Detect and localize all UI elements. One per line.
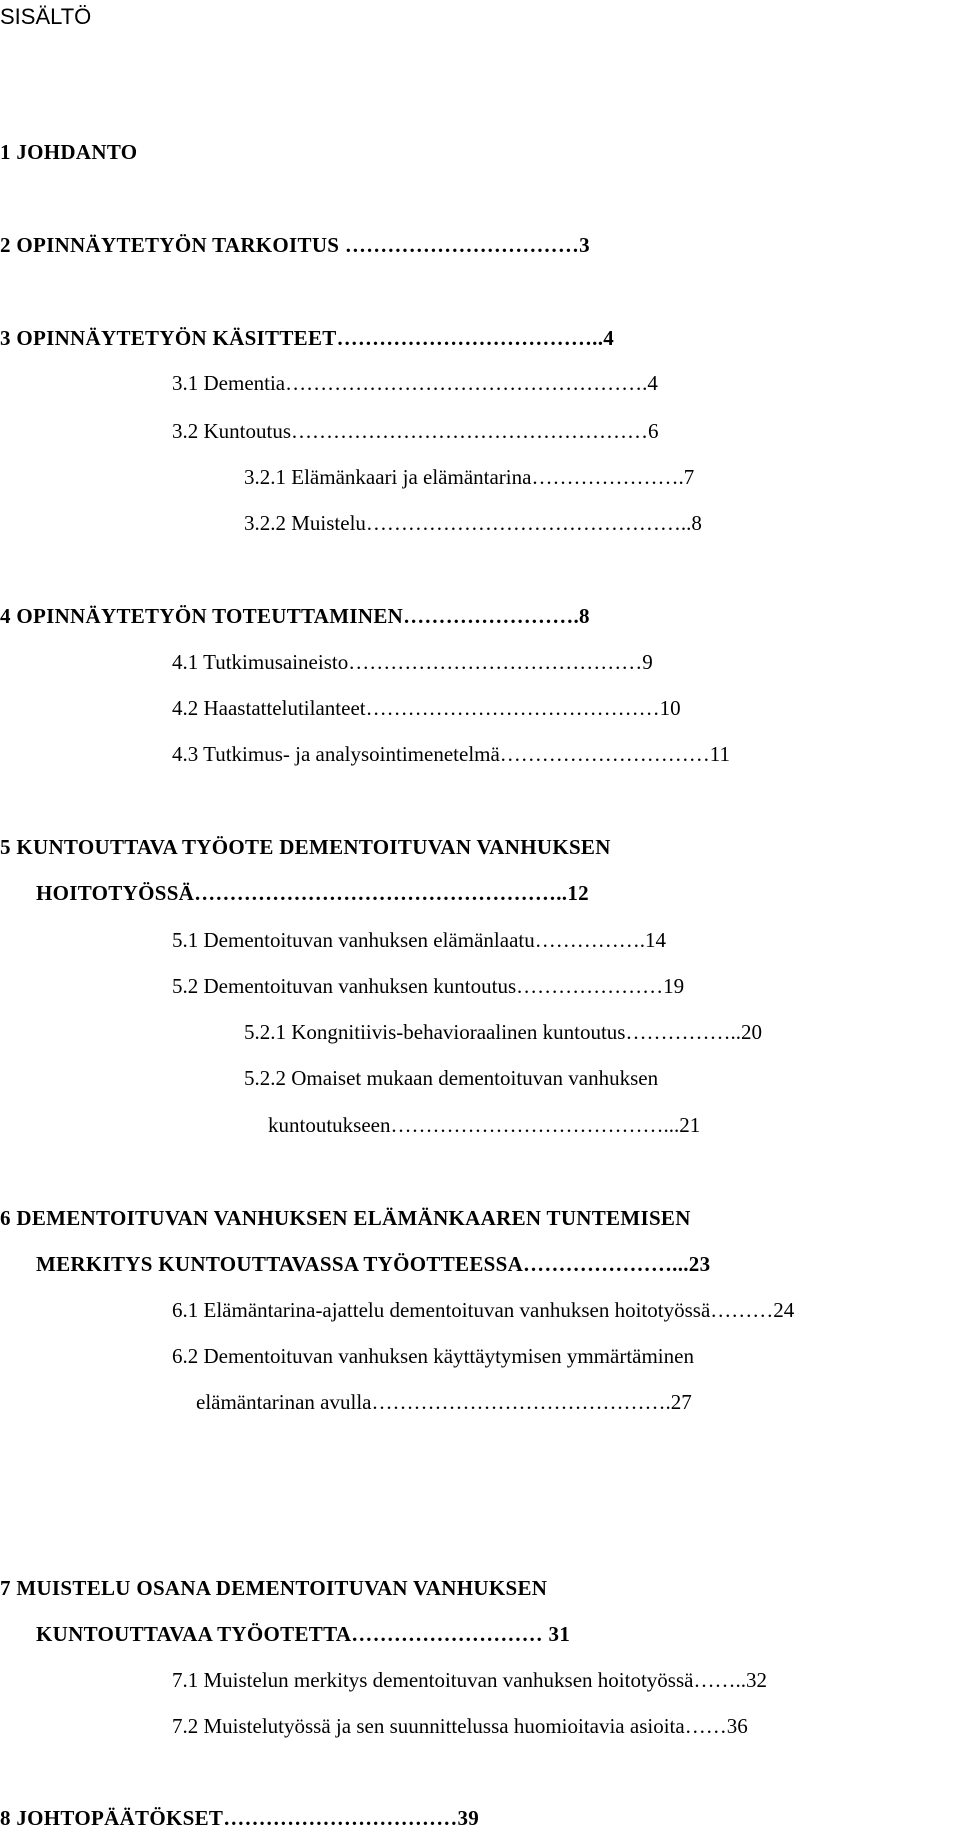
page-heading: SISÄLTÖ [0,4,92,29]
toc-section-6-2-line-1[interactable]: 6.2 Dementoituvan vanhuksen käyttäytymisen ymmärtäminen [172,1344,694,1368]
toc-section-5-2-2-line-2[interactable]: kuntoutukseen…………………………………...21 [268,1113,701,1137]
toc-section-7-2[interactable]: 7.2 Muistelutyössä ja sen suunnittelussa huomioitavia asioita……36 [172,1714,748,1738]
toc-chapter-3[interactable]: 3 OPINNÄYTETYÖN KÄSITTEET………………………………..4 [0,326,615,350]
toc-section-6-1[interactable]: 6.1 Elämäntarina-ajattelu dementoituvan vanhuksen hoitotyössä………24 [172,1298,795,1322]
toc-section-5-2-1[interactable]: 5.2.1 Kongnitiivis-behavioraalinen kuntoutus……………..20 [244,1020,762,1044]
toc-chapter-6-line-1[interactable]: 6 DEMENTOITUVAN VANHUKSEN ELÄMÄNKAAREN TUNTEMISEN [0,1206,691,1230]
toc-section-5-2-2-line-1[interactable]: 5.2.2 Omaiset mukaan dementoituvan vanhuksen [244,1066,659,1090]
toc-section-5-2[interactable]: 5.2 Dementoituvan vanhuksen kuntoutus…………………19 [172,974,685,998]
toc-chapter-8[interactable]: 8 JOHTOPÄÄTÖKSET……………………………39 [0,1806,480,1830]
toc-section-4-2[interactable]: 4.2 Haastattelutilanteet……………………………………10 [172,696,681,720]
toc-chapter-4[interactable]: 4 OPINNÄYTETYÖN TOTEUTTAMINEN…………………….8 [0,604,590,628]
toc-chapter-7-line-1[interactable]: 7 MUISTELU OSANA DEMENTOITUVAN VANHUKSEN [0,1576,548,1600]
toc-section-3-2[interactable]: 3.2 Kuntoutus……………………………………………6 [172,419,659,443]
toc-chapter-7-line-2[interactable]: KUNTOUTTAVAA TYÖOTETTA……………………… 31 [36,1622,571,1646]
toc-chapter-1[interactable]: 1 JOHDANTO [0,140,138,164]
toc-section-7-1[interactable]: 7.1 Muistelun merkitys dementoituvan vanhuksen hoitotyössä……..32 [172,1668,767,1692]
toc-section-4-3[interactable]: 4.3 Tutkimus- ja analysointimenetelmä…………………………11 [172,742,731,766]
toc-section-4-1[interactable]: 4.1 Tutkimusaineisto……………………………………9 [172,650,653,674]
toc-section-3-1[interactable]: 3.1 Dementia…………………………………………….4 [172,371,658,395]
toc-section-3-2-1[interactable]: 3.2.1 Elämänkaari ja elämäntarina………………….7 [244,465,695,489]
toc-section-5-1[interactable]: 5.1 Dementoituvan vanhuksen elämänlaatu…………….14 [172,928,666,952]
toc-chapter-6-line-2[interactable]: MERKITYS KUNTOUTTAVASSA TYÖOTTEESSA…………………...23 [36,1252,711,1276]
toc-chapter-5-line-2[interactable]: HOITOTYÖSSÄ……………………………………………..12 [36,881,589,905]
toc-section-3-2-2[interactable]: 3.2.2 Muistelu………………………………………..8 [244,511,702,535]
toc-chapter-2[interactable]: 2 OPINNÄYTETYÖN TARKOITUS ……………………………3 [0,233,590,257]
toc-section-6-2-line-2[interactable]: elämäntarinan avulla…………………………………….27 [196,1390,692,1414]
toc-chapter-5-line-1[interactable]: 5 KUNTOUTTAVA TYÖOTE DEMENTOITUVAN VANHUKSEN [0,835,611,859]
